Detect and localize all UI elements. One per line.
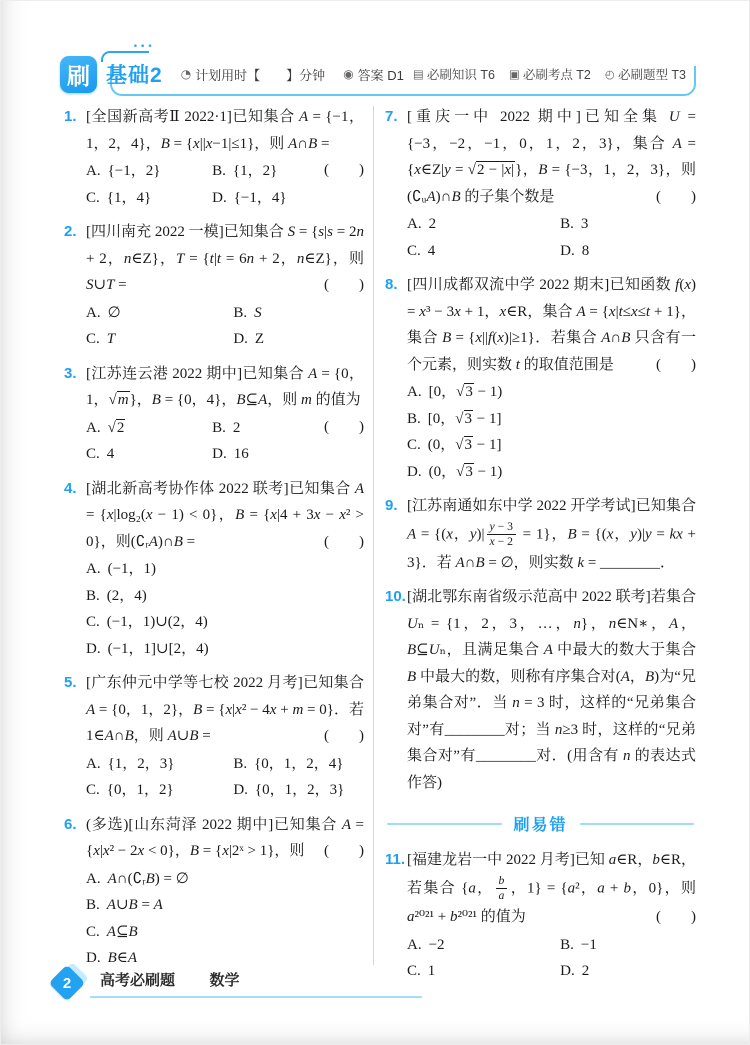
page-footer xyxy=(50,964,422,1004)
option-label: A. xyxy=(407,216,422,232)
plan-time xyxy=(181,65,326,84)
problem-number: 10. xyxy=(385,588,406,606)
option-label: D. xyxy=(407,463,422,480)
option-text: 2 xyxy=(581,963,590,979)
option-C xyxy=(86,919,364,946)
answer-bracket: ( ) xyxy=(324,418,364,435)
option-text: A∪B = A xyxy=(106,897,163,913)
option-label: C. xyxy=(407,242,421,259)
problem-4 xyxy=(64,476,364,663)
option-label: D. xyxy=(86,950,101,966)
option-label: B. xyxy=(86,897,100,913)
option-text: 2 xyxy=(232,419,241,436)
option-text: B∈A xyxy=(107,950,138,966)
option-label: C. xyxy=(86,782,100,798)
option-text: {0，1，2，3} xyxy=(254,782,345,798)
divider-line xyxy=(580,823,695,825)
option-label: D. xyxy=(233,782,248,798)
option-text: Z xyxy=(254,331,265,347)
option-D xyxy=(233,326,364,353)
option-label: A. xyxy=(86,304,101,321)
option-text: 16 xyxy=(233,446,249,462)
problem-stem: [广东仲元中学等七校 2022 月考]已知集合 A = {0，1，2}，B = {x|x² − 4x + m = 0}．若 1∈A∩B，则 A∪B = ( ) xyxy=(86,670,364,750)
option-text: (−1，1]∪[2，4) xyxy=(107,640,209,657)
answer-icon: ◉ xyxy=(343,67,354,81)
sqrt-expression: √3 xyxy=(455,437,472,453)
options-grid xyxy=(407,379,696,485)
option-B xyxy=(233,751,364,778)
option-label: D. xyxy=(560,242,575,259)
option-C xyxy=(86,777,233,804)
option-label: D. xyxy=(212,446,227,462)
option-A xyxy=(86,415,212,442)
option-D xyxy=(212,185,324,212)
option-B xyxy=(86,892,364,919)
option-text: {1，2，3} xyxy=(107,755,175,772)
option-text: A⊆B xyxy=(106,923,138,940)
brand-logo-char: 刷 xyxy=(67,62,90,89)
problem-stem: (多选)[山东菏泽 2022 期中]已知集合 A = {x|x² − 2x < 0}，B = {x|2ˣ > 1}，则 ( ) xyxy=(86,812,364,865)
option-label: C. xyxy=(86,331,100,347)
answer-bracket: ( ) xyxy=(324,843,364,859)
answer-bracket: ( ) xyxy=(656,356,696,373)
option-text: [0，√3 − 1] xyxy=(427,410,502,427)
problem-number: 4. xyxy=(64,479,77,497)
option-A xyxy=(407,211,560,238)
options-grid xyxy=(86,556,364,662)
problem-number: 2. xyxy=(64,223,77,240)
problem-number: 9. xyxy=(385,497,398,514)
problem-stem: [湖北新高考协作体 2022 联考]已知集合 A = {x|log₂(x − 1) < 0}，B = {x|4 + 3x − x² > 0}，则(∁ᵣA)∩B = ( ) xyxy=(86,476,364,556)
problem-stem: [四川南充 2022 一模]已知集合 S = {s|s = 2n + 2，n∈Z}，T = {t|t = 6n + 2，n∈Z}，则 S∪T = ( ) xyxy=(86,219,364,299)
brand-logo xyxy=(60,56,97,93)
option-text: ∅ xyxy=(107,304,121,321)
divider-line xyxy=(387,823,502,825)
option-text: A∩(∁ᵣB) = ∅ xyxy=(107,870,189,887)
option-C xyxy=(86,326,233,353)
option-text: {1，4} xyxy=(106,189,152,206)
option-text: [0，√3 − 1) xyxy=(428,384,503,400)
option-text xyxy=(108,419,126,436)
option-D xyxy=(407,459,696,486)
problem-stem: [江苏连云港 2022 期中]已知集合 A = {0，1，√m}，B = {0，4}，B⊆A，则 m 的值为 ( ) xyxy=(86,361,364,414)
option-text: 4 xyxy=(427,242,436,259)
option-text: (0，√3 − 1) xyxy=(428,463,503,480)
option-label: A. xyxy=(86,419,101,436)
option-label: D. xyxy=(233,331,248,347)
answer-bracket: ( ) xyxy=(324,533,364,550)
problem-8 xyxy=(385,272,696,485)
option-text: T xyxy=(106,331,116,347)
problem-10 xyxy=(385,584,696,796)
problem-11 xyxy=(385,847,696,984)
answer-ref-label: 答案 D1 xyxy=(357,67,404,83)
option-C xyxy=(407,432,696,459)
option-label: D. xyxy=(86,640,101,657)
column-divider xyxy=(373,106,374,965)
problem-number: 6. xyxy=(64,815,77,833)
option-D xyxy=(560,958,696,985)
problem-stem: [江苏南通如东中学 2022 开学考试]已知集合 A = {(x，y)| $\frac{y - 3}{x - 2}$ = 1}，B = {(x，y)|y = kx + 3}．若 A∩B = ∅，则实数 k = ________． xyxy=(407,498,696,571)
header-badges xyxy=(413,65,696,83)
option-label: B. xyxy=(233,755,248,772)
problem-7 xyxy=(385,104,696,264)
option-A xyxy=(407,932,560,959)
option-label: A. xyxy=(86,870,101,887)
problem-number: 8. xyxy=(385,276,398,293)
option-label: C. xyxy=(86,614,100,630)
option-B xyxy=(560,211,696,238)
option-label: B. xyxy=(407,410,421,427)
timer-icon: ◔ xyxy=(180,67,192,81)
answer-bracket: ( ) xyxy=(656,188,696,205)
badge-keypoints-label: 必刷考点 T2 xyxy=(522,68,591,82)
book-subject: 数学 xyxy=(209,972,240,989)
badge-knowledge-label: 必刷知识 T6 xyxy=(426,68,495,82)
option-A xyxy=(86,556,364,583)
option-D xyxy=(212,441,324,468)
problem-number: 5. xyxy=(64,674,77,691)
option-C xyxy=(86,609,364,636)
option-text: S xyxy=(254,304,262,321)
answer-bracket: ( ) xyxy=(324,277,364,293)
answer-bracket: ( ) xyxy=(324,728,364,744)
sqrt-expression: √3 xyxy=(456,384,473,400)
option-text: (−1，1) xyxy=(107,561,157,577)
keypoints-icon: ▣ xyxy=(508,67,520,81)
badge-questiontype xyxy=(605,65,686,83)
option-text: {−1，4} xyxy=(233,189,287,206)
option-B xyxy=(407,406,696,433)
problem-stem: [重庆一中 2022 期中]已知全集 U = {−3，−2，−1，0，1，2，3}，集合 A = {x∈Z|y = √2 − |x|}，B = {−3，1，2，3}，则(∁ᵤA)∩B 的子集个数是 ( ) xyxy=(407,104,696,210)
right-column xyxy=(385,104,697,979)
plan-time-label: 计划用时【 】分钟 xyxy=(195,67,326,83)
option-B xyxy=(233,300,364,327)
option-label: C. xyxy=(86,189,100,206)
series-title: 基础2 xyxy=(106,64,163,87)
sqrt-expression: √2 xyxy=(107,419,125,436)
badge-questiontype-label: 必刷题型 T3 xyxy=(617,68,686,82)
option-label: A. xyxy=(407,384,422,400)
option-text: {1，2} xyxy=(232,163,278,179)
option-label: B. xyxy=(560,216,574,232)
option-label: B. xyxy=(212,419,226,436)
option-text: 2 xyxy=(428,216,437,232)
problems-area xyxy=(64,104,697,979)
option-A xyxy=(86,866,364,893)
option-B xyxy=(560,932,696,959)
options-grid xyxy=(407,932,696,985)
options-grid xyxy=(86,751,364,804)
option-B xyxy=(212,158,324,185)
option-label: C. xyxy=(86,446,100,462)
page-number-badge xyxy=(50,964,90,1004)
option-B xyxy=(212,415,324,442)
problem-number: 11. xyxy=(385,851,406,869)
problem-2 xyxy=(64,219,364,353)
section-label: 刷易错 xyxy=(513,817,568,835)
option-text: {−1，2} xyxy=(107,163,161,179)
fraction: $\frac{y - 3}{x - 2}$ xyxy=(487,520,516,550)
options-grid xyxy=(86,415,324,468)
problem-number: 3. xyxy=(64,364,77,382)
option-text: −1 xyxy=(580,936,597,953)
option-label: A. xyxy=(86,163,101,179)
sqrt-expression: √m xyxy=(108,392,129,408)
option-label: A. xyxy=(86,561,101,577)
options-grid xyxy=(86,300,364,353)
section-divider-error-prone xyxy=(387,812,694,835)
option-label: D. xyxy=(560,963,575,979)
option-text: 4 xyxy=(106,446,115,462)
knowledge-icon: ▤ xyxy=(413,67,424,81)
option-D xyxy=(560,238,696,265)
options-grid xyxy=(407,211,696,264)
option-label: C. xyxy=(407,963,421,979)
answer-ref xyxy=(343,65,404,84)
option-text: (0，√3 − 1] xyxy=(427,437,502,453)
option-label: C. xyxy=(407,437,421,453)
series-title-wrap xyxy=(106,59,163,89)
option-A xyxy=(86,158,212,185)
book-title: 高考必刷题 xyxy=(100,972,176,989)
option-text: 3 xyxy=(580,216,589,232)
questiontype-icon: ◴ xyxy=(604,67,615,81)
problem-9 xyxy=(385,493,696,576)
footer-title-line xyxy=(90,969,422,998)
problem-stem: [福建龙岩一中 2022 月考]已知 a∈R，b∈R，若集合 {a， $\frac{b}{a}$ ，1} = {a²，a + b，0}，则 a²⁰²¹ + b²⁰²¹ 的值为 ( ) xyxy=(407,847,696,930)
problem-6 xyxy=(64,812,364,972)
option-A xyxy=(407,379,696,406)
option-C xyxy=(407,238,560,265)
sqrt-expression: √3 xyxy=(455,410,472,427)
options-grid xyxy=(86,158,324,211)
sqrt-expression: √2 − |x| xyxy=(467,162,515,178)
problem-stem: [湖北鄂东南省级示范高中 2022 联考]若集合 Uₙ = {1，2，3，…，n}，n∈N∗，A，B⊆Uₙ，且满足集合 A 中最大的数大于集合 B 中最大的数，则称有序集合对(A，B)为“兄弟集合对”．当 n = 3 时，这样的“兄弟集合对”有________对；当 n≥3 时，这样的“兄弟集合对”有________对．(用含有 n 的表达式作答) xyxy=(407,589,696,791)
sqrt-expression: √3 xyxy=(456,463,473,480)
problem-3 xyxy=(64,361,364,468)
option-label: A. xyxy=(407,936,422,953)
option-text: {0，1，2，4} xyxy=(254,755,344,772)
option-A xyxy=(86,300,233,327)
option-C xyxy=(86,185,212,212)
badge-knowledge xyxy=(413,65,495,83)
option-text: 8 xyxy=(581,242,590,259)
problem-stem: [四川成都双流中学 2022 期末]已知函数 f(x) = x³ − 3x + 1，x∈R，集合 A = {x|t≤x≤t + 1}，集合 B = {x||f(x)|≥1}．若集合 A∩B 只含有一个元素，则实数 t 的取值范围是 ( ) xyxy=(407,272,696,378)
option-label: B. xyxy=(86,587,100,604)
problem-stem: [全国新高考Ⅱ 2022·1]已知集合 A = {−1，1，2，4}，B = {x||x−1|≤1}，则 A∩B = ( ) xyxy=(86,104,364,157)
answer-bracket: ( ) xyxy=(324,162,364,178)
problem-number: 7. xyxy=(385,108,398,125)
option-text: −2 xyxy=(428,936,445,953)
badge-keypoints xyxy=(509,65,591,83)
option-C xyxy=(86,441,212,468)
problem-1 xyxy=(64,104,364,211)
option-label: B. xyxy=(212,163,226,179)
option-C xyxy=(407,958,560,985)
answer-bracket: ( ) xyxy=(656,909,696,925)
option-text: (−1，1)∪(2，4) xyxy=(106,614,208,630)
option-B xyxy=(86,583,364,610)
page-header xyxy=(60,52,696,96)
option-label: C. xyxy=(86,923,100,940)
problem-5 xyxy=(64,670,364,804)
page-number: 2 xyxy=(62,974,72,992)
option-A xyxy=(86,751,233,778)
option-text: {0，1，2} xyxy=(106,782,174,798)
option-D xyxy=(233,777,364,804)
fraction: $\frac{b}{a}$ xyxy=(496,874,508,904)
option-label: B. xyxy=(560,936,574,953)
options-grid xyxy=(86,866,364,972)
option-text: (2，4) xyxy=(106,587,147,604)
left-column xyxy=(64,104,364,965)
option-label: B. xyxy=(233,304,248,321)
option-label: D. xyxy=(212,189,227,206)
option-D xyxy=(86,636,364,663)
option-text: 1 xyxy=(427,963,436,979)
option-label: A. xyxy=(86,755,101,772)
problem-number: 1. xyxy=(64,108,77,125)
